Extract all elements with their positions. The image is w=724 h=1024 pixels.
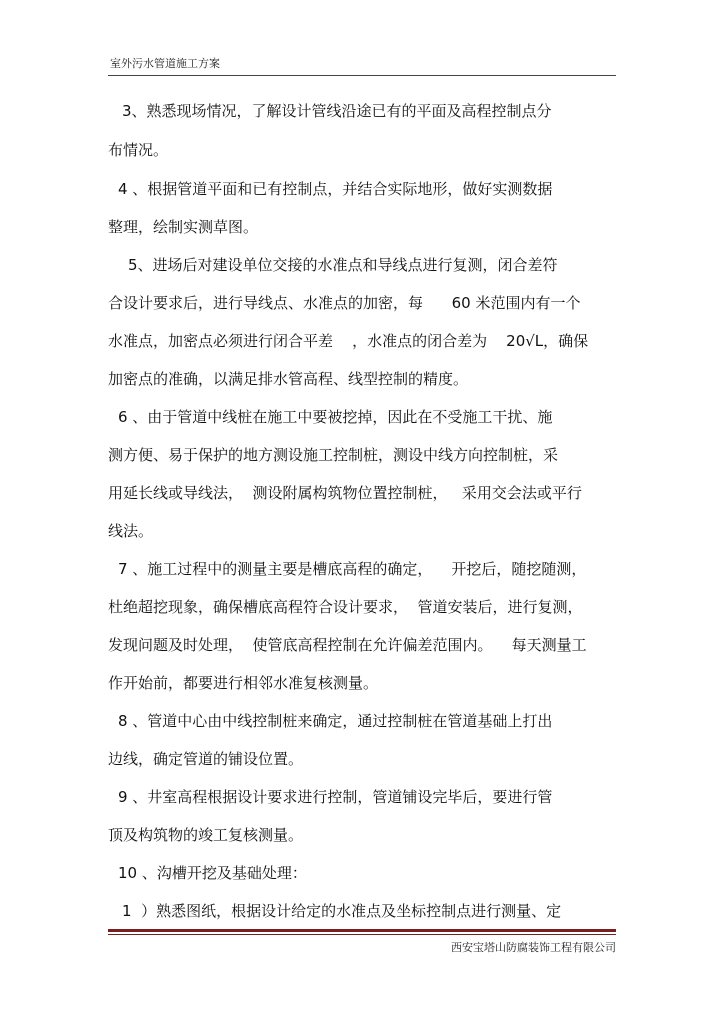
body-line: 加密点的准确，以满足排水管高程、线型控制的精度。 xyxy=(108,370,469,388)
body-line: 测方便、易于保护的地方测设施工控制桩，测设中线方向控制桩，采 xyxy=(108,446,559,464)
body-line: 水准点，加密点必须进行闭合平差 ，水准点的闭合差为 20√L，确保 xyxy=(108,332,589,350)
body-line: 合设计要求后，进行导线点、水准点的加密，每 60 米范围内有一个 xyxy=(108,294,581,312)
document-header-title: 室外污水管道施工方案 xyxy=(110,57,220,70)
body-line: 7 、施工过程中的测量主要是槽底高程的确定， 开挖后，随挖随测， xyxy=(118,560,587,578)
footer-divider-thick xyxy=(108,929,616,932)
body-line: 用延长线或导线法， 测设附属构筑物位置控制桩， 采用交会法或平行 xyxy=(108,484,582,502)
body-line: 5、进场后对建设单位交接的水准点和导线点进行复测，闭合差符 xyxy=(128,256,558,274)
body-line: 8 、管道中心由中线控制桩来确定，通过控制桩在管道基础上打出 xyxy=(118,712,553,730)
body-line: 9 、井室高程根据设计要求进行控制，管道铺设完毕后，要进行管 xyxy=(118,788,553,806)
body-line: 线法。 xyxy=(108,522,154,540)
body-line: 整理，绘制实测草图。 xyxy=(108,218,259,236)
body-line: 10 、沟槽开挖及基础处理： xyxy=(118,864,307,882)
footer-divider-thin xyxy=(108,934,616,935)
body-line: 3、熟悉现场情况，了解设计管线沿途已有的平面及高程控制点分 xyxy=(122,102,552,120)
footer-company-name: 西安宝塔山防腐装饰工程有限公司 xyxy=(451,941,616,954)
body-line: 杜绝超挖现象，确保槽底高程符合设计要求， 管道安装后，进行复测， xyxy=(108,598,583,616)
body-line: 1 ）熟悉图纸，根据设计给定的水准点及坐标控制点进行测量、定 xyxy=(122,902,562,920)
body-line: 4 、根据管道平面和已有控制点，并结合实际地形，做好实测数据 xyxy=(118,180,553,198)
body-line: 布情况。 xyxy=(108,141,169,159)
body-line: 顶及构筑物的竣工复核测量。 xyxy=(108,826,304,844)
body-line: 发现问题及时处理， 使管底高程控制在允许偏差范围内。 每天测量工 xyxy=(108,636,587,654)
body-line: 作开始前，都要进行相邻水准复核测量。 xyxy=(108,674,379,692)
body-line: 6 、由于管道中线桩在施工中要被挖掉，因此在不受施工干扰、施 xyxy=(118,408,553,426)
body-line: 边线，确定管道的铺设位置。 xyxy=(108,750,304,768)
